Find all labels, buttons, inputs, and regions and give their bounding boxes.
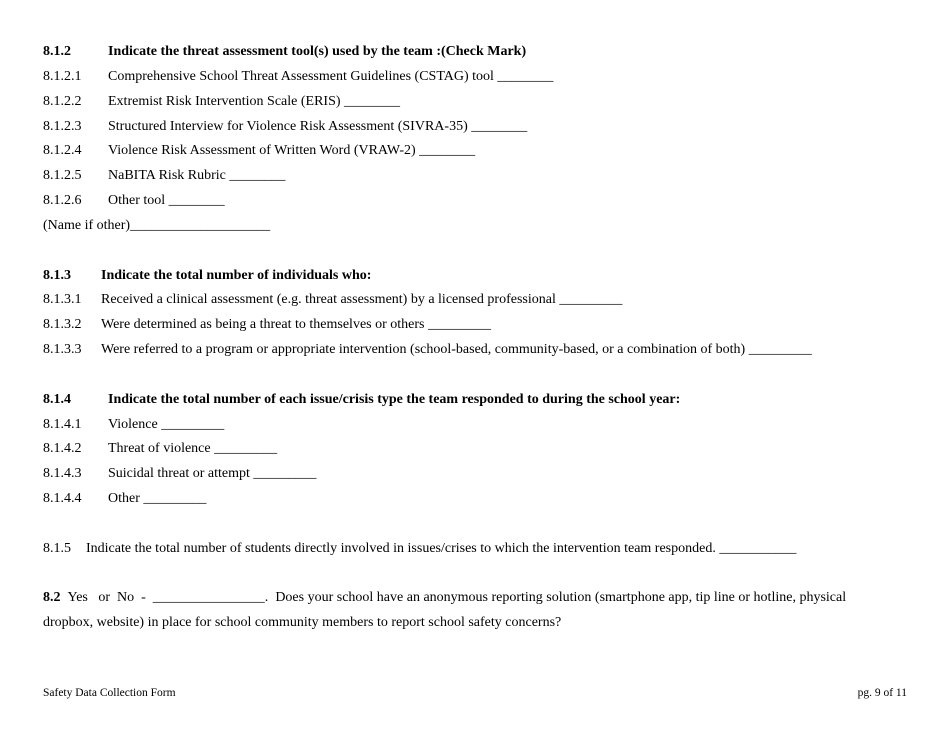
item-text: Were determined as being a threat to themselves or others _________ (101, 317, 491, 332)
item-text: Extremist Risk Intervention Scale (ERIS) ________ (108, 94, 401, 109)
list-item (43, 490, 206, 508)
section-8-1-2-heading (43, 43, 526, 61)
item-text: Suicidal threat or attempt _________ (108, 466, 317, 481)
section-number: 8.1.4 (43, 392, 71, 407)
section-8-1-4-heading (43, 391, 680, 409)
item-number: 8.1.2.1 (43, 69, 82, 84)
item-number: 8.1.2.3 (43, 119, 82, 134)
list-item (43, 118, 527, 136)
list-item (43, 316, 491, 334)
list-item (43, 68, 553, 86)
list-item (43, 142, 475, 160)
item-text: Were referred to a program or appropriate intervention (school-based, community-based, or a combination of both) _________ (101, 342, 812, 357)
list-item (43, 93, 400, 111)
item-text: Other _________ (108, 491, 207, 506)
list-item (43, 341, 812, 359)
section-number: 8.1.5 (43, 541, 71, 556)
item-text: Violence Risk Assessment of Written Word (VRAW-2) ________ (108, 143, 476, 158)
item-text: Other tool ________ (108, 193, 225, 208)
section-heading-text: Indicate the total number of each issue/crisis type the team responded to during the school year: (108, 392, 681, 407)
item-number: 8.1.2.2 (43, 94, 82, 109)
list-item (43, 167, 285, 185)
item-number: 8.1.3.1 (43, 292, 82, 307)
list-item (43, 416, 224, 434)
item-text: Received a clinical assessment (e.g. threat assessment) by a licensed professional _________ (101, 292, 623, 307)
other-name-field: (Name if other)____________________ (43, 218, 271, 233)
list-item (43, 440, 277, 458)
footer-form-name: Safety Data Collection Form (43, 687, 176, 699)
section-8-2-line1 (43, 589, 846, 607)
section-heading-text: Indicate the total number of individuals who: (101, 268, 372, 283)
item-text: NaBITA Risk Rubric ________ (108, 168, 286, 183)
section-8-1-3-heading (43, 267, 371, 285)
section-number: 8.1.3 (43, 268, 71, 283)
section-text: Indicate the total number of students directly involved in issues/crises to which the intervention team responded. ___________ (86, 541, 797, 556)
section-heading-text: Indicate the threat assessment tool(s) used by the team :(Check Mark) (108, 44, 527, 59)
list-item (43, 192, 225, 210)
item-number: 8.1.2.6 (43, 193, 82, 208)
item-number: 8.1.4.3 (43, 466, 82, 481)
item-number: 8.1.3.3 (43, 342, 82, 357)
section-number: 8.2 (43, 590, 61, 605)
yes-no-options: Yes or No - ________________. (67, 590, 269, 605)
item-text: Structured Interview for Violence Risk Assessment (SIVRA-35) ________ (108, 119, 528, 134)
list-item (43, 465, 316, 483)
item-number: 8.1.3.2 (43, 317, 82, 332)
question-text: Does your school have an anonymous reporting solution (smartphone app, tip line or hotline, physical (275, 590, 847, 605)
item-text: Threat of violence _________ (108, 441, 278, 456)
section-number: 8.1.2 (43, 44, 71, 59)
item-number: 8.1.4.1 (43, 417, 82, 432)
footer-page-number: pg. 9 of 11 (857, 687, 907, 699)
section-8-1-5 (43, 540, 796, 558)
item-number: 8.1.4.4 (43, 491, 82, 506)
item-number: 8.1.2.5 (43, 168, 82, 183)
section-8-2-line2: dropbox, website) in place for school community members to report school safety concerns? (43, 615, 562, 630)
item-text: Violence _________ (108, 417, 225, 432)
item-number: 8.1.2.4 (43, 143, 82, 158)
list-item (43, 291, 622, 309)
item-number: 8.1.4.2 (43, 441, 82, 456)
item-text: Comprehensive School Threat Assessment Guidelines (CSTAG) tool ________ (108, 69, 554, 84)
